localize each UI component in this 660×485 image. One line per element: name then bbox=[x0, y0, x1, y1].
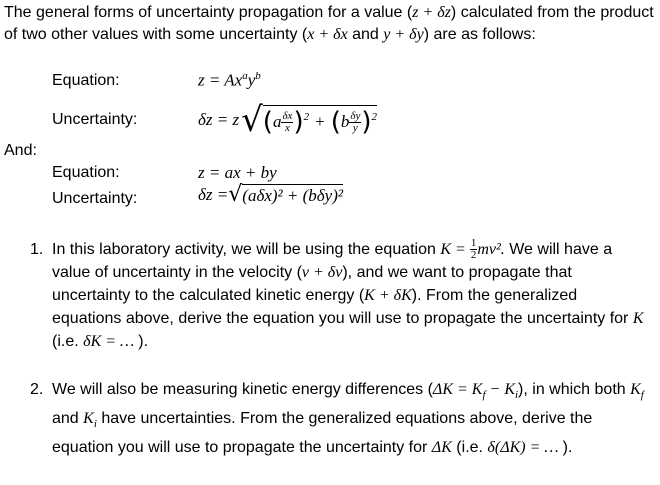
uncertainty-label-2: Uncertainty: bbox=[52, 190, 138, 207]
item-text: ). bbox=[562, 439, 573, 457]
intro-text: ) are as follows: bbox=[423, 26, 536, 43]
frac-num: 1 bbox=[470, 237, 477, 250]
item-text: We will have a value of uncertainty in the velocity ( bbox=[52, 241, 613, 282]
intro-math-x: x + δx bbox=[307, 26, 348, 43]
radicand bbox=[263, 105, 377, 135]
list-number: 1. bbox=[30, 241, 44, 258]
math-minus-k: − K bbox=[485, 381, 515, 398]
item-text: (i.e. bbox=[451, 439, 488, 457]
unc-coef-a: a bbox=[272, 112, 282, 131]
item-text: We will also be measuring kinetic energy differences ( bbox=[52, 381, 433, 398]
item-text: (i.e. bbox=[52, 333, 84, 351]
eq-exponent-a: a bbox=[242, 70, 248, 82]
eq-y: y bbox=[247, 70, 256, 90]
math-delta-k: ΔK bbox=[431, 439, 452, 457]
math-kf: K bbox=[630, 381, 641, 398]
fraction-dy-y bbox=[349, 111, 361, 134]
uncertainty-sum-form bbox=[198, 184, 343, 206]
math-dk: δK = … bbox=[83, 333, 139, 351]
list-item-2 bbox=[30, 378, 650, 459]
open-paren: ( bbox=[330, 107, 341, 137]
intro-text: The general forms of uncertainty propagation for a value ( bbox=[4, 4, 413, 21]
math-k: K bbox=[632, 310, 644, 328]
close-paren: ) bbox=[361, 107, 372, 137]
item-text: ). bbox=[138, 333, 149, 351]
power-2: 2 bbox=[371, 111, 377, 123]
intro-paragraph bbox=[4, 2, 654, 46]
item-text: have uncertainties. From the generalized equations above, derive the equation you will use to propagate the uncertainty for bbox=[52, 410, 593, 457]
unc-sum-lhs: δz = bbox=[198, 185, 229, 204]
equation-sum-form: z = ax + by bbox=[198, 163, 277, 182]
intro-text: ) calculated from the product of two other values with some uncertainty ( bbox=[4, 4, 654, 43]
math-k: K + δK bbox=[364, 287, 412, 305]
equation-label-1: Equation: bbox=[52, 72, 120, 89]
fraction-dx-x bbox=[281, 111, 293, 134]
math-delta-k: ΔK = K bbox=[432, 381, 483, 398]
unc-product-lhs: δz = z bbox=[198, 110, 240, 129]
math-delta-delta-k: δ(ΔK) = … bbox=[487, 439, 563, 457]
open-paren: ( bbox=[262, 107, 273, 137]
intro-math-z: z + δz bbox=[412, 4, 451, 21]
uncertainty-label-1: Uncertainty: bbox=[52, 111, 138, 128]
sub-i: i bbox=[514, 389, 519, 402]
frac-num: δy bbox=[350, 109, 361, 122]
frac-den: 2 bbox=[470, 249, 477, 262]
item-text: and bbox=[52, 410, 84, 428]
radical-sign: √ bbox=[241, 100, 263, 140]
item-text: ), in which both bbox=[518, 381, 631, 398]
item-text: ). From the generalized equations above, derive the equation you will use to propagate the uncertainty for bbox=[52, 287, 633, 328]
and-label: And: bbox=[4, 142, 37, 159]
eq-exponent-b: b bbox=[255, 70, 261, 82]
intro-math-y: y + δy bbox=[383, 26, 424, 43]
item-text: In this laboratory activity, we will be using the equation bbox=[52, 241, 441, 258]
sub-i: i bbox=[93, 418, 97, 431]
frac-den: y bbox=[352, 121, 358, 134]
eq-product-lhs: z = Ax bbox=[198, 70, 243, 90]
equation-label-2: Equation: bbox=[52, 164, 120, 181]
radical-sign: √ bbox=[228, 182, 243, 207]
list-item-text bbox=[52, 238, 650, 353]
list-number: 2. bbox=[30, 381, 44, 398]
eq-k: K = bbox=[440, 241, 470, 258]
sub-f: f bbox=[482, 389, 486, 402]
radicand: (aδx)² + (bδy)² bbox=[242, 186, 343, 205]
intro-text: and bbox=[347, 26, 384, 43]
close-paren: ) bbox=[293, 107, 304, 137]
frac-den: x bbox=[284, 121, 290, 134]
power-2: 2 bbox=[303, 111, 310, 123]
item-text: ), and we want to propagate that uncertainty to the calculated kinetic energy ( bbox=[52, 264, 572, 305]
sub-f: f bbox=[640, 389, 644, 402]
eq-mv2: mv². bbox=[477, 241, 505, 258]
frac-num: δx bbox=[282, 109, 293, 122]
plus-sign: + bbox=[315, 112, 325, 131]
math-ki: K bbox=[83, 410, 94, 428]
unc-coef-b: b bbox=[340, 112, 350, 131]
equation-product-form bbox=[198, 70, 261, 91]
uncertainty-product-form bbox=[198, 99, 377, 141]
list-item-1 bbox=[30, 238, 650, 353]
list-item-text bbox=[52, 378, 650, 459]
math-v: v + δv bbox=[301, 264, 343, 282]
